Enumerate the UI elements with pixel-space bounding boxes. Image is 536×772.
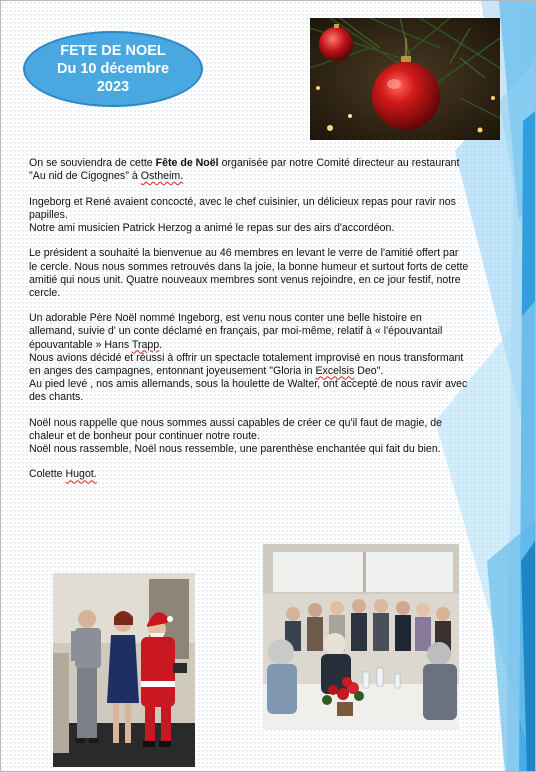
- title-line-1: FETE DE NOEL: [60, 43, 166, 59]
- title-line-2: Du 10 décembre: [56, 61, 170, 77]
- dinner-room-photo: [263, 544, 459, 730]
- paragraph-intro: [29, 157, 469, 183]
- article-body: [29, 157, 469, 494]
- event-name: Fête de Noël: [155, 157, 219, 169]
- santa-group-photo: [53, 573, 195, 767]
- signature-last-name: Hugot.: [65, 468, 97, 481]
- word-excelsis: Excelsis: [315, 364, 355, 377]
- angels-text: Nous avions décidé et réussi à offrir un spectacle totalement improvisé en nous transformant en anges des campagnes, entonnant joyeusement "Gloria in: [29, 351, 464, 377]
- story-period: .: [159, 338, 163, 351]
- christmas-ornament-photo: [310, 18, 500, 140]
- signature-first-name: Colette: [29, 468, 66, 481]
- name-trapp: Trapp: [131, 338, 160, 351]
- intro-text-cont: organisée par notre Comité directeur au restaurant "Au nid de Cigognes" à: [29, 157, 460, 183]
- signature: [29, 468, 469, 481]
- title-line-3: 2023: [96, 79, 130, 95]
- closing-text-2: Noël nous rassemble, Noël nous ressemble, une parenthèse enchantée qui fait du bien.: [29, 442, 441, 455]
- story-text: Un adorable Père Noël nommé Ingeborg, est venu nous conter une belle histoire en allemand, suivie d' un conte déclamé en français, par moi-même, relatif à « l'épouvantail épouvantable » Hans: [29, 312, 443, 351]
- closing-text-1: Noël nous rappelle que nous sommes aussi capables de créer ce qu'il faut de magie, de chaleur et de bonheur pour continuer notre route.: [29, 416, 443, 442]
- angels-text-end: Deo".: [354, 364, 384, 377]
- songs-text: Au pied levé , nos amis allemands, sous la houlette de Walter, ont accepté de nous ravir avec des chants.: [29, 377, 468, 403]
- meal-text: Ingeborg et René avaient concocté, avec le chef cuisinier, un délicieux repas pour ravir nos papilles.: [29, 195, 456, 221]
- paragraph-meal: [29, 196, 469, 235]
- paragraph-closing: [29, 417, 469, 456]
- title-oval: [23, 31, 203, 107]
- intro-text: On se souviendra de cette: [29, 157, 156, 169]
- place-name: Ostheim.: [140, 170, 184, 183]
- music-text: Notre ami musicien Patrick Herzog a animé le repas sur des airs d'accordéon.: [29, 221, 395, 234]
- paragraph-story: [29, 312, 469, 404]
- paragraph-welcome: Le président a souhaité la bienvenue au 46 membres en levant le verre de l'amitié offert par le cercle. Nous nous sommes retrouvés dans la joie, la bonne humeur et surtout forts de cette amitié qui nous unit. Quatre nouveaux membres sont venus rejoindre, en ce jour festif, notre cercle.: [29, 247, 469, 299]
